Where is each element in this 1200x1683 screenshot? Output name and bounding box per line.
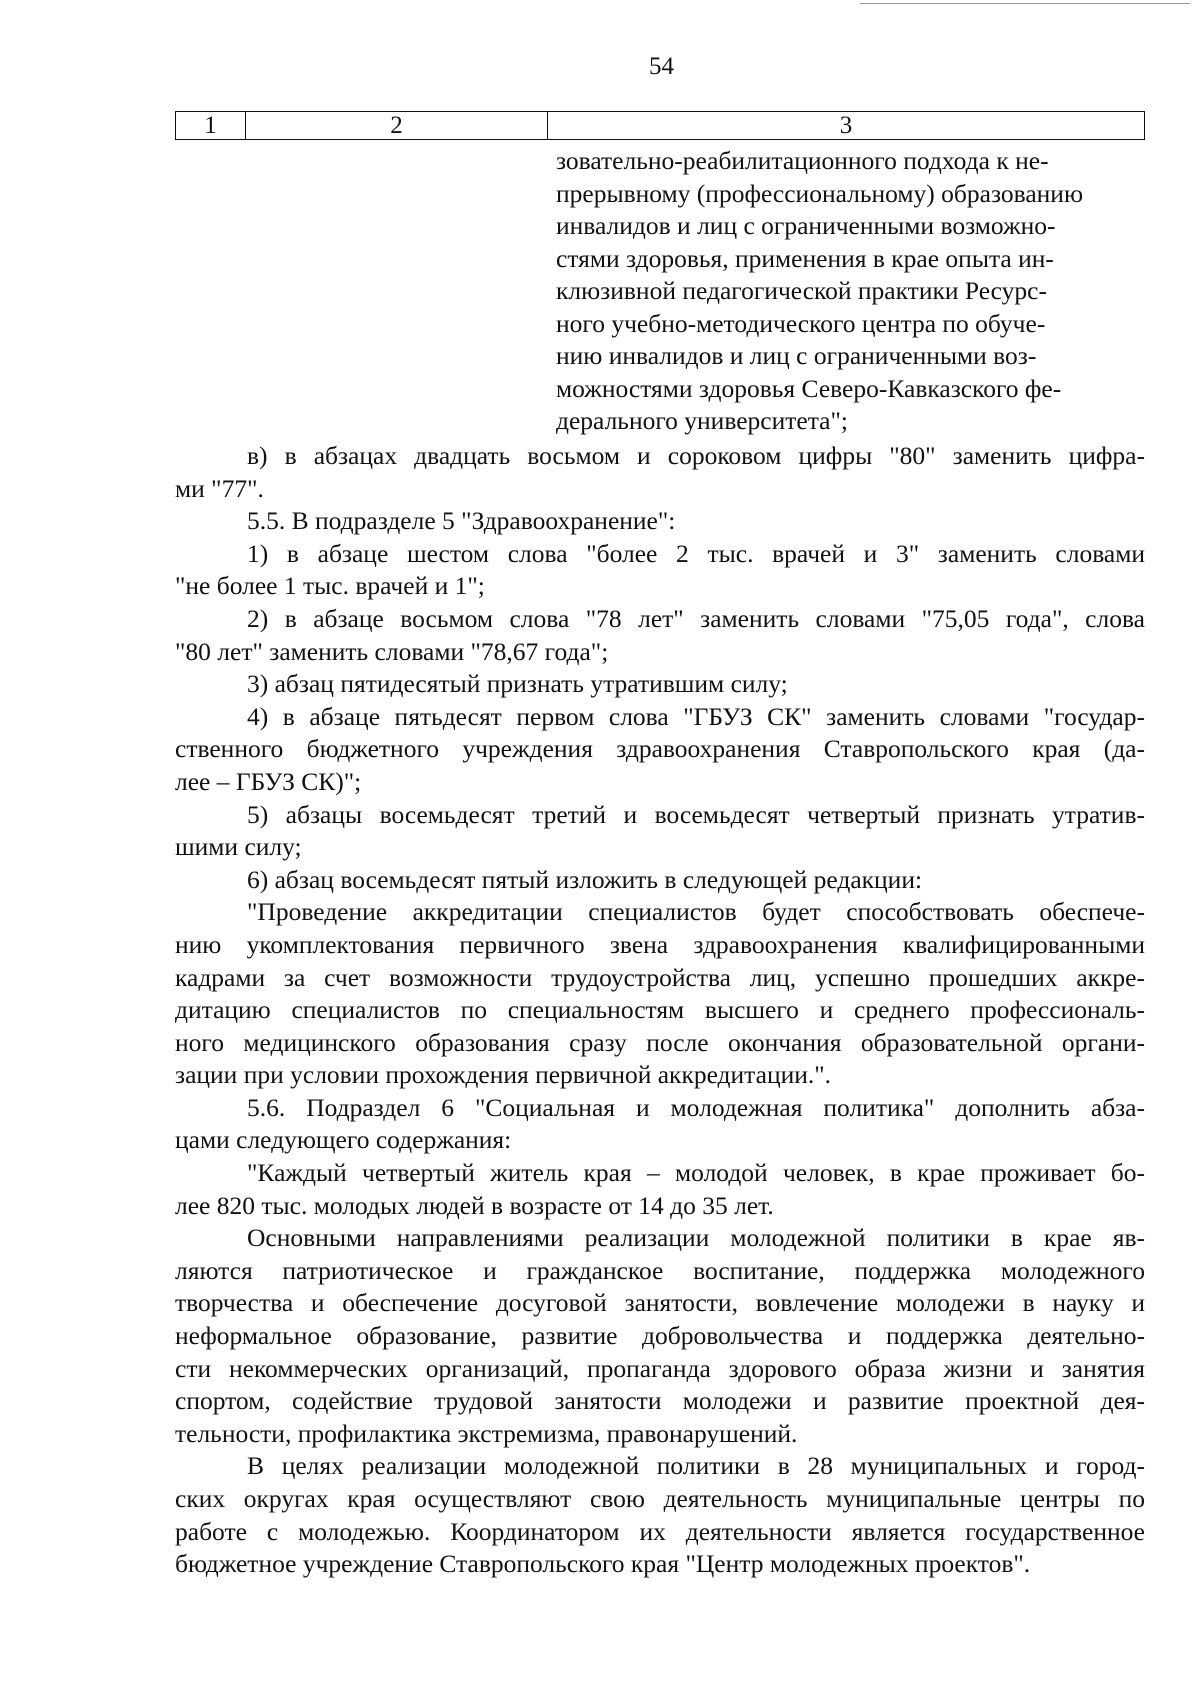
paragraph-line: "80 лет" заменить словами "78,67 года"; xyxy=(175,636,609,666)
paragraph-line: 6) абзац восемьдесят пятый изложить в следующей редакции: xyxy=(247,864,923,894)
paragraph xyxy=(175,505,1145,538)
paragraph-line: В целях реализации молодежной политики в 28 муниципальных и город- xyxy=(247,1451,1145,1481)
column-number-1: 1 xyxy=(176,112,246,139)
paragraph-line: 5.6. Подраздел 6 "Социальная и молодежная политика" дополнить абза- xyxy=(247,1092,1145,1122)
continuation-line: нию инвалидов и лиц с ограниченными воз- xyxy=(556,341,1037,370)
paragraph xyxy=(175,1450,1145,1580)
paragraph xyxy=(175,1092,1145,1157)
scan-artifact-line xyxy=(860,3,1190,4)
paragraph-line: "не более 1 тыс. врачей и 1"; xyxy=(175,571,485,601)
paragraph-line: ских округах края осуществляют свою деятельность муниципальные центры по xyxy=(175,1484,1145,1513)
paragraph xyxy=(175,701,1145,799)
paragraph-line: ного медицинского образования сразу после окончания образовательной органи- xyxy=(175,1027,1145,1057)
paragraph-line: ственного бюджетного учреждения здравоохранения Ставропольского края (да- xyxy=(175,734,1145,764)
continuation-line: инвалидов и лиц с ограниченными возможно- xyxy=(556,211,1056,240)
paragraph-line: ляются патриотическое и гражданское воспитание, поддержка молодежного xyxy=(175,1255,1145,1285)
paragraph xyxy=(175,864,1145,897)
paragraph-line: спортом, содействие трудовой занятости молодежи и развитие проектной дея- xyxy=(175,1386,1145,1416)
paragraph-line: 5.5. В подразделе 5 "Здравоохранение": xyxy=(247,506,676,536)
paragraph xyxy=(175,1157,1145,1222)
paragraph-line: "Проведение аккредитации специалистов будет способствовать обеспече- xyxy=(247,897,1145,927)
page-number: 54 xyxy=(649,53,674,80)
paragraph-line: кадрами за счет возможности трудоустройства лиц, успешно прошедших аккре- xyxy=(175,962,1145,992)
paragraph-line: сти некоммерческих организаций, пропаганда здорового образа жизни и занятия xyxy=(175,1353,1145,1383)
continuation-line: прерывному (профессиональному) образованию xyxy=(556,178,1083,208)
paragraph xyxy=(175,668,1145,701)
paragraph-line: работе с молодежью. Координатором их деятельности является государственное xyxy=(175,1516,1145,1546)
paragraph xyxy=(175,538,1145,603)
paragraph-line: ми "77". xyxy=(175,473,264,503)
paragraph-line: нию укомплектования первичного звена здравоохранения квалифицированными xyxy=(175,929,1145,959)
table-column-header xyxy=(175,111,1145,140)
paragraph-line: бюджетное учреждение Ставропольского края "Центр молодежных проектов". xyxy=(175,1549,1031,1579)
paragraph-line: шими силу; xyxy=(175,832,302,862)
column-number-2: 2 xyxy=(246,112,548,139)
paragraph-line: в) в абзацах двадцать восьмом и сороковом цифры "80" заменить цифра- xyxy=(247,441,1145,470)
paragraph xyxy=(175,896,1145,1092)
paragraph-line: лее 820 тыс. молодых людей в возрасте от 14 до 35 лет. xyxy=(175,1190,774,1220)
paragraph-line: неформальное образование, развитие добровольчества и поддержка деятельно- xyxy=(175,1321,1145,1351)
paragraph-line: 4) в абзаце пятьдесят первом слова "ГБУЗ СК" заменить словами "государ- xyxy=(247,701,1145,731)
continuation-line: зовательно-реабилитационного подхода к не- xyxy=(556,146,1049,175)
paragraph-line: тельности, профилактика экстремизма, правонарушений. xyxy=(175,1418,798,1448)
continuation-line: клюзивной педагогической практики Ресурс- xyxy=(556,276,1047,305)
paragraph xyxy=(175,799,1145,864)
continuation-line: ного учебно-методического центра по обуче- xyxy=(556,308,1046,338)
paragraph-line: 2) в абзаце восьмом слова "78 лет" заменить словами "75,05 года", слова xyxy=(247,603,1145,633)
column-number-3: 3 xyxy=(839,112,853,139)
paragraph-line: Основными направлениями реализации молодежной политики в крае яв- xyxy=(247,1223,1145,1253)
paragraph-line: 1) в абзаце шестом слова "более 2 тыс. врачей и 3" заменить словами xyxy=(247,538,1145,568)
paragraph-line: цами следующего содержания: xyxy=(175,1125,512,1155)
paragraph-line: "Каждый четвертый житель края – молодой человек, в крае проживает бо- xyxy=(247,1158,1145,1188)
paragraph-line: творчества и обеспечение досуговой занятости, вовлечение молодежи в науку и xyxy=(175,1288,1145,1318)
document-body xyxy=(175,440,1145,1581)
continuation-line: можностями здоровья Северо-Кавказского фе- xyxy=(556,373,1062,403)
paragraph xyxy=(175,1222,1145,1450)
continuation-line: дерального университета"; xyxy=(556,406,848,435)
paragraph-line: 5) абзацы восемьдесят третий и восемьдесят четвертый признать утратив- xyxy=(247,799,1145,829)
paragraph-line: лее – ГБУЗ СК)"; xyxy=(175,766,362,796)
paragraph xyxy=(175,603,1145,668)
paragraph-line: дитацию специалистов по специальностям высшего и среднего профессиональ- xyxy=(175,995,1145,1025)
paragraph-line: 3) абзац пятидесятый признать утратившим силу; xyxy=(247,669,788,699)
paragraph-line: зации при условии прохождения первичной аккредитации.". xyxy=(175,1060,832,1090)
table-continuation-text xyxy=(556,145,1126,438)
paragraph xyxy=(175,440,1145,505)
continuation-line: стями здоровья, применения в крае опыта ин- xyxy=(556,243,1054,273)
